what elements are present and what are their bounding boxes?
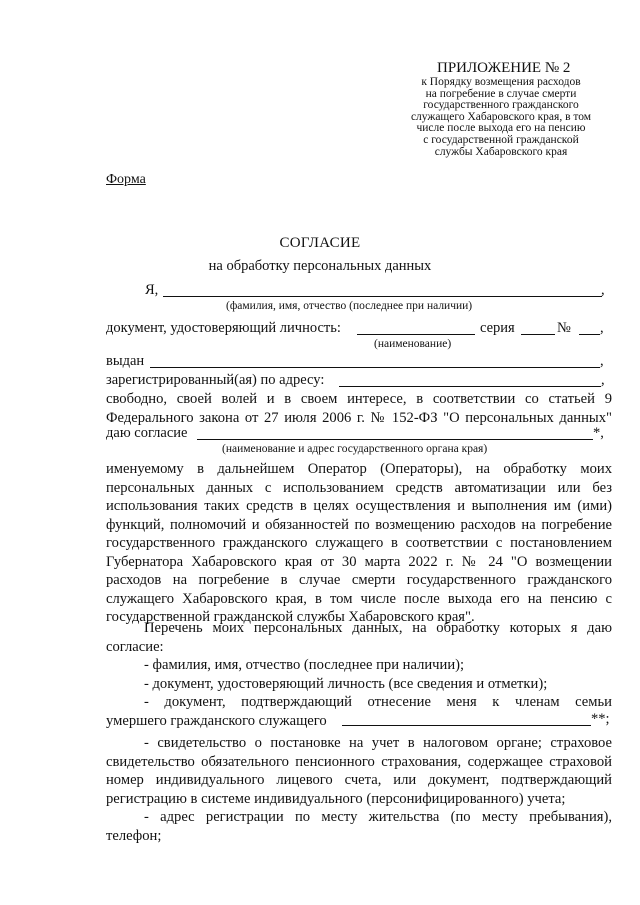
list-item: телефон; (106, 827, 162, 844)
free-will-line: свободно, своей волей и в своем интересе, в соответствии со статьей 9 (106, 391, 612, 407)
relation-footnote-mark: **; (591, 711, 610, 727)
appendix-title: ПРИЛОЖЕНИЕ № 2 (437, 60, 571, 76)
body-line: государственного гражданского служащего в соответствии с постановлением (106, 535, 612, 551)
i-label: Я, (145, 282, 159, 298)
body-line: персональных данных с использованием средств автоматизации или без (106, 479, 612, 496)
state-body-hint: (наименование и адрес государственного органа края) (222, 443, 488, 455)
body-line: расходов на погребение в случае смерти государственного гражданского (106, 572, 612, 588)
list-item: - адрес регистрации по месту жительства (по месту пребывания), (144, 809, 612, 825)
number-field[interactable] (579, 334, 600, 335)
number-label: № (557, 320, 571, 336)
list-intro-line: Перечень моих персональных данных, на обработку которых я даю (144, 620, 612, 636)
comma: , (600, 353, 604, 369)
free-will-line: Федерального закона от 27 июля 2006 г. № 152-ФЗ "О персональных данных" (106, 409, 612, 426)
series-label: серия (480, 320, 515, 336)
list-intro-line: согласие: (106, 638, 164, 655)
series-field[interactable] (521, 334, 555, 335)
document-subtitle: на обработку персональных данных (208, 258, 432, 274)
list-item: свидетельство обязательного пенсионного страхования, содержащее страховой (106, 753, 612, 770)
appendix-line: служащего Хабаровского края, в том (410, 110, 592, 123)
list-item: номер индивидуального лицевого счета, или документ, подтверждающий (106, 772, 612, 788)
list-item: - документ, удостоверяющий личность (все сведения и отметки); (144, 675, 548, 692)
list-item: - свидетельство о постановке на учет в налоговом органе; страховое (144, 735, 612, 751)
issued-label: выдан (106, 353, 145, 369)
body-line: Губернатора Хабаровского края от 30 марта 2022 г. № 24 "О возмещении (106, 553, 612, 570)
document-title: СОГЛАСИЕ (279, 235, 361, 251)
id-document-label: документ, удостоверяющий личность: (106, 320, 341, 336)
form-label: Форма (106, 172, 146, 187)
body-line: служащего Хабаровского края, в том числе после выхода его на пенсию с (106, 590, 612, 607)
comma: , (600, 320, 604, 336)
list-item: - документ, подтверждающий отнесение меня к членам семьи (144, 694, 612, 710)
id-document-name-field[interactable] (357, 334, 475, 335)
relation-document-field[interactable] (342, 725, 591, 726)
body-line: функций, полномочий и обязанностей по возмещению расходов на погребение (106, 516, 612, 533)
full-name-hint: (фамилия, имя, отчество (последнее при наличии) (226, 300, 473, 312)
registered-address-field[interactable] (339, 386, 601, 387)
appendix-line: службы Хабаровского края (434, 145, 568, 158)
appendix-line: с государственной гражданской (423, 134, 579, 146)
state-body-field[interactable] (197, 439, 593, 440)
consent-footnote-mark: *, (593, 425, 604, 441)
appendix-line: на погребение в случае смерти (425, 87, 577, 100)
body-line: именуемому в дальнейшем Оператор (Операторы), на обработку моих (106, 461, 612, 477)
body-line: использования таких средств в целях осуществления и выполнения им (ими) (106, 498, 612, 514)
appendix-line: государственного гражданского (423, 99, 579, 112)
appendix-line: числе после выхода его на пенсию (416, 122, 586, 135)
consent-label: даю согласие (106, 425, 188, 441)
body-line: государственной гражданской службы Хабаровского края". (106, 609, 475, 625)
comma: , (601, 372, 605, 388)
full-name-field[interactable] (163, 296, 602, 297)
list-item: - фамилия, имя, отчество (последнее при наличии); (144, 657, 465, 673)
registered-address-label: зарегистрированный(ая) по адресу: (106, 372, 325, 388)
issued-by-field[interactable] (150, 367, 600, 368)
id-document-hint: (наименование) (374, 338, 452, 350)
appendix-line: к Порядку возмещения расходов (421, 76, 581, 88)
comma: , (601, 282, 605, 298)
list-item: регистрацию в системе индивидуального (персонифицированного) учета; (106, 790, 566, 807)
list-item: умершего гражданского служащего (106, 712, 327, 729)
